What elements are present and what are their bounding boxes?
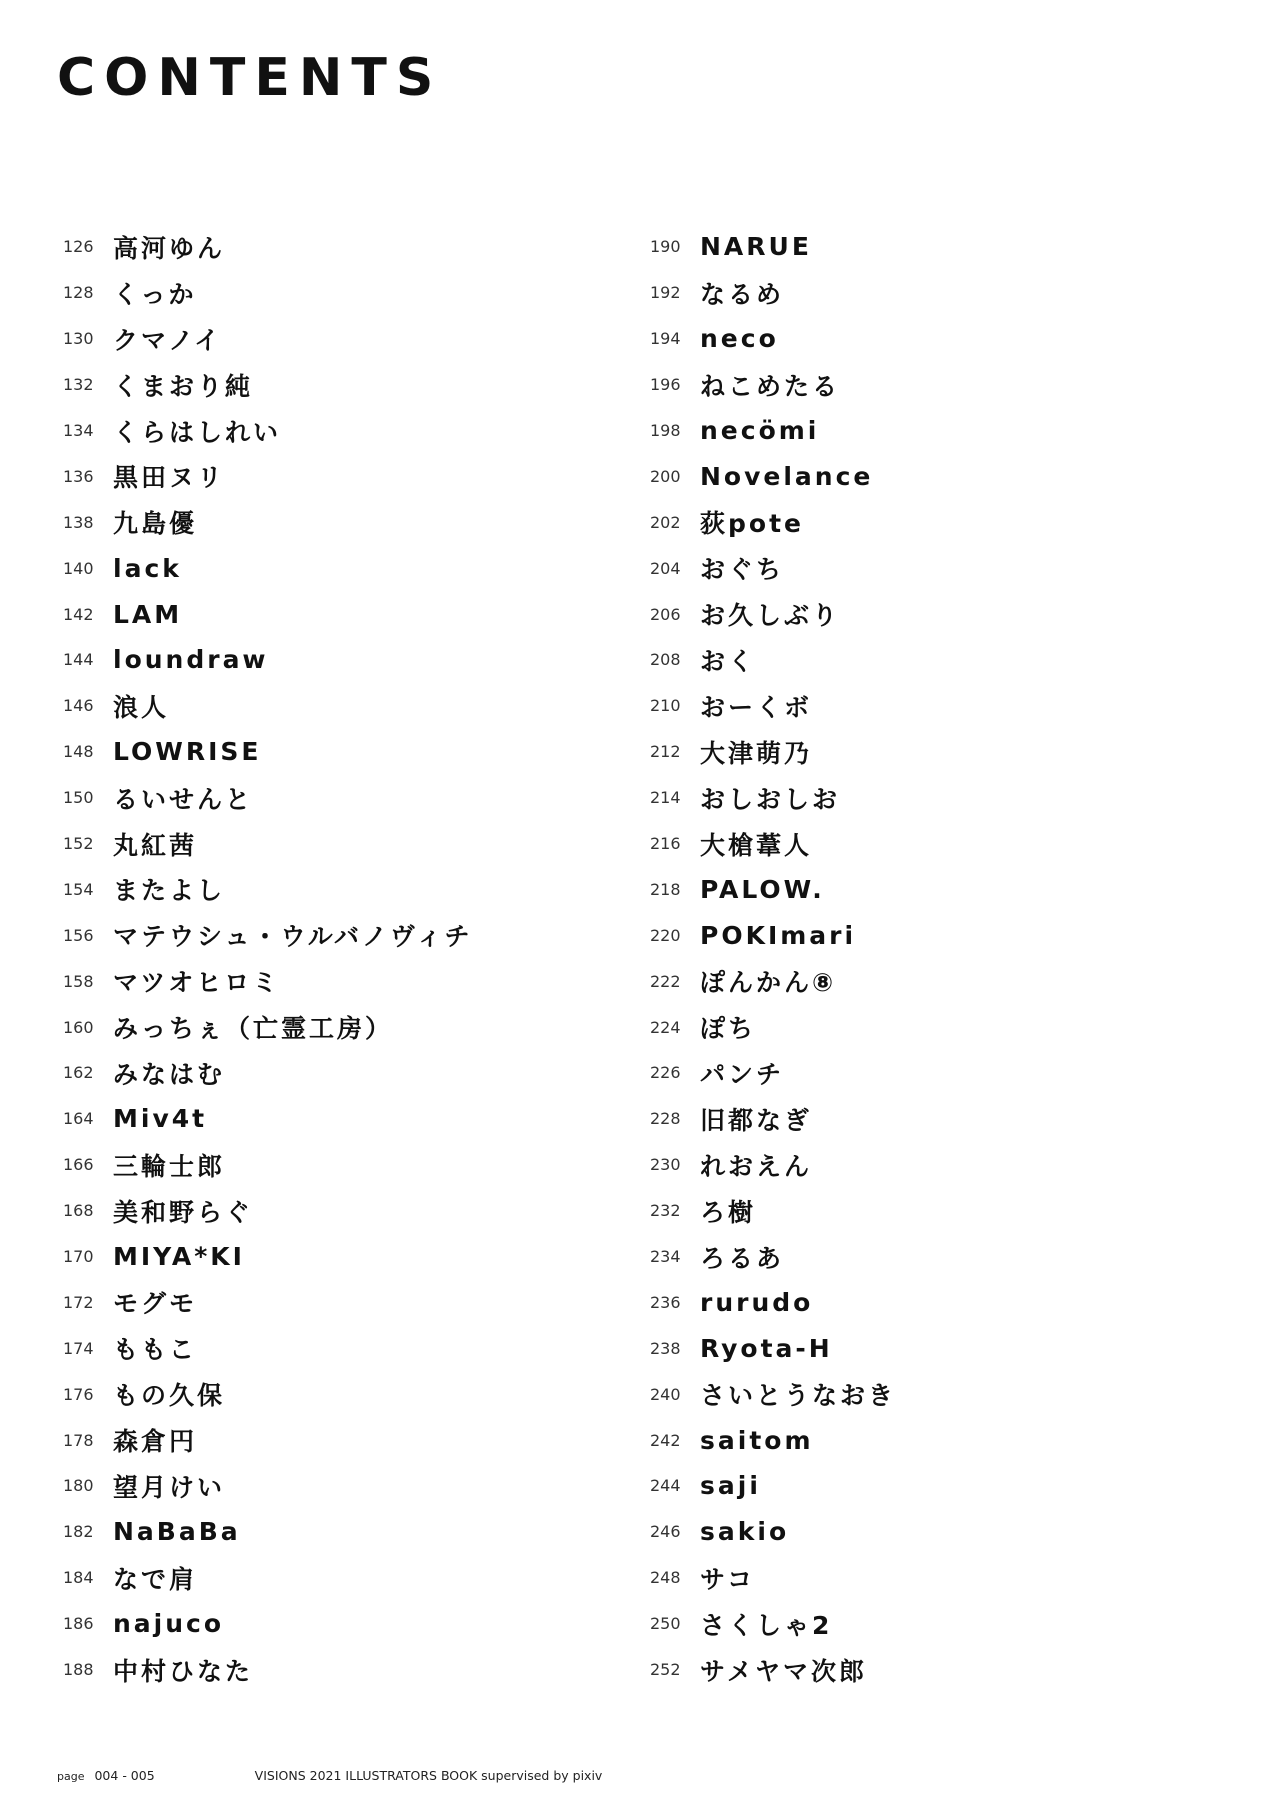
footer-page-range: 004 - 005 [94,1768,155,1783]
toc-artist-name: LAM [113,599,183,629]
toc-page-number: 246 [650,1522,681,1542]
toc-page-number: 242 [650,1430,681,1450]
toc-page-number: 172 [63,1292,94,1312]
toc-artist-name: おしおしお [700,784,841,814]
toc-artist-name: サメヤマ次郎 [700,1656,868,1686]
toc-entry [63,1325,473,1371]
toc-page-number: 148 [63,742,94,762]
toc-entry [63,591,473,637]
toc-page-number: 130 [63,329,94,349]
toc-artist-name: クマノイ [113,325,223,355]
toc-page-number: 238 [650,1338,681,1358]
toc-page-number: 134 [63,421,94,440]
toc-entry [63,637,473,683]
toc-page-number: 224 [650,1017,681,1037]
toc-artist-name: LOWRISE [113,737,262,767]
toc-artist-name: lack [113,553,182,583]
contents-list-right [650,224,896,1693]
toc-entry [650,316,896,362]
toc-page-number: 158 [63,971,94,991]
toc-artist-name: 高河ゆん [113,233,226,263]
toc-artist-name: POKImari [700,920,857,950]
toc-artist-name: saitom [700,1425,814,1455]
toc-page-number: 156 [63,925,94,945]
toc-artist-name: サコ [700,1564,756,1594]
toc-page-number: 240 [650,1384,681,1404]
toc-artist-name: Ryota-H [700,1333,833,1363]
toc-artist-name: 大槍葦人 [700,830,813,860]
toc-artist-name: みなはむ [113,1059,226,1089]
toc-artist-name: 美和野らぐ [113,1197,254,1227]
toc-entry [650,1371,896,1417]
toc-entry [63,1463,473,1509]
toc-artist-name: 森倉円 [113,1427,198,1457]
footer-page-label: page [57,1770,85,1783]
toc-artist-name: loundraw [113,645,269,675]
toc-entry [650,683,896,729]
toc-entry [63,775,473,821]
toc-page-number: 210 [650,696,681,716]
toc-artist-name: NaBaBa [113,1517,241,1547]
toc-artist-name: MIYA*KI [113,1242,245,1272]
toc-entry [63,1647,473,1693]
toc-artist-name: もの久保 [113,1381,226,1411]
toc-entry [63,499,473,545]
toc-page-number: 186 [63,1614,94,1634]
toc-page-number: 204 [650,558,681,578]
toc-page-number: 150 [63,788,94,808]
toc-page-number: 164 [63,1109,94,1129]
toc-page-number: 196 [650,375,681,395]
toc-page-number: 182 [63,1522,94,1542]
toc-entry [63,224,473,270]
toc-artist-name: おーくボ [700,692,813,722]
toc-page-number: 194 [650,329,681,349]
toc-artist-name: くっか [113,279,197,309]
toc-artist-name: Novelance [700,461,874,491]
toc-entry [650,1096,896,1142]
toc-artist-name: モグモ [113,1289,198,1319]
toc-page-number: 234 [650,1247,681,1267]
toc-artist-name: PALOW. [700,874,825,904]
toc-entry [63,683,473,729]
toc-artist-name: 大津萌乃 [700,738,813,768]
toc-entry [63,821,473,867]
toc-entry [63,316,473,362]
toc-page-number: 174 [63,1338,94,1358]
toc-page-number: 222 [650,971,681,991]
toc-entry [63,866,473,912]
toc-entry [63,1279,473,1325]
toc-page-number: 228 [650,1109,681,1129]
toc-entry [650,637,896,683]
toc-artist-name: rurudo [700,1287,814,1317]
toc-page-number: 128 [63,283,94,303]
toc-artist-name: またよし [113,876,226,906]
toc-artist-name: れおえん [700,1151,813,1181]
toc-artist-name: neco [700,324,779,354]
toc-entry [650,958,896,1004]
toc-page-number: 252 [650,1660,681,1680]
toc-page-number: 216 [650,834,681,854]
toc-artist-name: najuco [113,1609,225,1639]
toc-artist-name: さいとうなおき [700,1381,897,1411]
toc-page-number: 218 [650,879,681,899]
toc-artist-name: 荻pote [700,509,804,539]
toc-artist-name: 丸紅茜 [113,830,198,860]
toc-page-number: 200 [650,466,681,486]
toc-page-number: 236 [650,1292,681,1312]
toc-entry [63,1188,473,1234]
toc-artist-name: ぽち [700,1014,757,1044]
toc-artist-name: 旧都なぎ [700,1105,813,1135]
toc-artist-name: 黒田ヌリ [113,463,226,493]
toc-page-number: 220 [650,925,681,945]
toc-entry [650,591,896,637]
toc-page-number: 206 [650,604,681,624]
toc-entry [650,362,896,408]
toc-entry [650,912,896,958]
toc-artist-name: おぐち [700,555,785,585]
toc-artist-name: おく [700,646,757,676]
toc-entry [63,1417,473,1463]
toc-entry [63,1371,473,1417]
toc-page-number: 180 [63,1476,94,1496]
toc-artist-name: 中村ひなた [113,1656,254,1686]
toc-entry [650,499,896,545]
toc-entry [650,1234,896,1280]
toc-artist-name: るいせんと [113,784,254,814]
toc-artist-name: NARUE [700,232,812,262]
toc-artist-name: みっちぇ（亡霊工房） [113,1014,394,1044]
page-title: CONTENTS [57,48,443,108]
toc-entry [63,362,473,408]
toc-entry [63,1004,473,1050]
toc-entry [650,1279,896,1325]
toc-entry [63,912,473,958]
toc-page-number: 162 [63,1063,94,1083]
toc-artist-name: necömi [700,416,820,445]
toc-artist-name: 望月けい [113,1472,226,1502]
toc-entry [63,545,473,591]
toc-entry [650,408,896,454]
toc-entry [63,1234,473,1280]
toc-entry [63,453,473,499]
toc-page-number: 140 [63,558,94,578]
toc-artist-name: さくしゃ2 [700,1610,833,1640]
toc-page-number: 138 [63,512,94,532]
toc-page-number: 142 [63,604,94,624]
toc-page-number: 170 [63,1247,94,1267]
toc-artist-name: なるめ [700,279,785,309]
toc-entry [650,1601,896,1647]
toc-artist-name: 三輪士郎 [113,1151,226,1181]
toc-entry [63,1555,473,1601]
toc-entry [650,729,896,775]
footer-book-title: VISIONS 2021 ILLUSTRATORS BOOK supervised by pixiv [254,1768,603,1783]
toc-page-number: 176 [63,1384,94,1404]
toc-page-number: 126 [63,237,94,257]
toc-page-number: 188 [63,1660,94,1680]
toc-artist-name: Miv4t [113,1104,208,1134]
toc-artist-name: マツオヒロミ [113,968,281,998]
toc-entry [650,1050,896,1096]
toc-entry [650,1647,896,1693]
toc-page-number: 226 [650,1063,681,1083]
toc-artist-name: ぽんかん⑧ [700,968,837,998]
toc-artist-name: くまおり純 [113,371,254,401]
toc-page-number: 160 [63,1017,94,1037]
toc-artist-name: マテウシュ・ウルバノヴィチ [113,922,473,952]
toc-entry [63,270,473,316]
toc-entry [650,1004,896,1050]
toc-page-number: 184 [63,1568,94,1588]
toc-artist-name: saji [700,1471,761,1501]
toc-entry [63,729,473,775]
toc-page-number: 154 [63,879,94,899]
toc-artist-name: お久しぶり [700,601,841,631]
toc-page-number: 214 [650,788,681,808]
toc-artist-name: くらはしれい [113,417,282,447]
toc-page-number: 212 [650,742,681,762]
toc-page-number: 178 [63,1430,94,1450]
toc-page-number: 132 [63,375,94,395]
toc-page-number: 250 [650,1614,681,1634]
toc-entry [650,1417,896,1463]
toc-page-number: 136 [63,466,94,486]
toc-entry [650,1509,896,1555]
contents-list-left [63,224,473,1693]
toc-artist-name: ももこ [113,1335,198,1365]
toc-entry [63,1142,473,1188]
toc-artist-name: ねこめたる [700,371,841,401]
toc-artist-name: パンチ [700,1059,785,1089]
toc-page-number: 152 [63,834,94,854]
toc-page-number: 248 [650,1568,681,1588]
toc-entry [650,1463,896,1509]
toc-entry [650,1188,896,1234]
page-footer [57,1768,602,1783]
toc-artist-name: 九島優 [113,509,198,539]
toc-entry [650,453,896,499]
toc-page-number: 146 [63,696,94,716]
toc-entry [650,821,896,867]
toc-page-number: 168 [63,1201,94,1221]
toc-entry [63,1050,473,1096]
toc-entry [650,270,896,316]
toc-entry [63,1509,473,1555]
toc-page-number: 232 [650,1201,681,1221]
toc-page-number: 198 [650,421,681,440]
toc-entry [650,545,896,591]
toc-page-number: 144 [63,650,94,670]
toc-artist-name: なで肩 [113,1564,198,1594]
toc-entry [63,1096,473,1142]
toc-page-number: 190 [650,237,681,257]
toc-page-number: 244 [650,1476,681,1496]
toc-page-number: 202 [650,512,681,532]
toc-entry [650,1555,896,1601]
toc-artist-name: ろるあ [700,1243,785,1273]
toc-page-number: 192 [650,283,681,303]
toc-entry [63,1601,473,1647]
toc-entry [650,775,896,821]
toc-entry [650,1325,896,1371]
toc-entry [63,408,473,454]
toc-page-number: 230 [650,1155,681,1175]
toc-page-number: 166 [63,1155,94,1175]
toc-entry [650,224,896,270]
toc-artist-name: 浪人 [113,692,170,722]
toc-artist-name: ろ樹 [700,1197,757,1227]
toc-entry [650,1142,896,1188]
toc-page-number: 208 [650,650,681,670]
toc-entry [63,958,473,1004]
toc-artist-name: sakio [700,1517,790,1547]
toc-entry [650,866,896,912]
